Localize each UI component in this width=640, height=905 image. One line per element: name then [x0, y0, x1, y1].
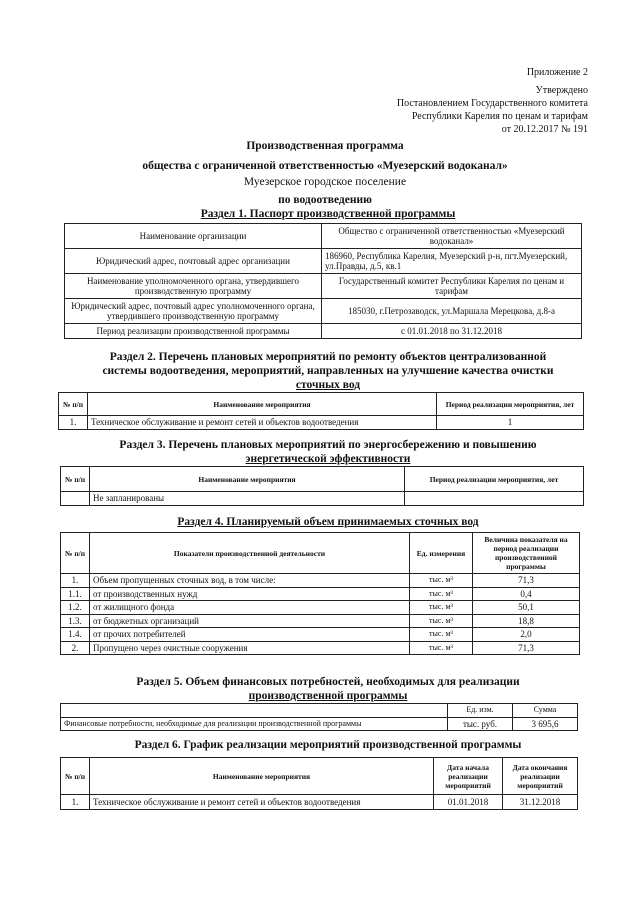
s1-value-0: Общество с ограниченной ответственностью «Муезерский водоканал» [322, 224, 582, 249]
approval-line-1: Постановлением Государственного комитета [396, 98, 588, 109]
table-row [61, 587, 580, 601]
section1-table [64, 223, 582, 339]
s4-row-0-value: 71,3 [473, 574, 580, 588]
table-row [65, 274, 582, 299]
section1-title: Раздел 1. Паспорт производственной программы [200, 208, 456, 220]
s3-row-n [61, 492, 90, 506]
s4-row-0-n: 1. [61, 574, 90, 588]
s4-row-1-name: от производственных нужд [90, 587, 410, 601]
s1-value-4: с 01.01.2018 по 31.12.2018 [322, 324, 582, 339]
s3-row-name: Не запланированы [90, 492, 405, 506]
section3-table [60, 466, 584, 506]
table-row [65, 224, 582, 249]
title-line-2: общества с ограниченной ответственностью «Муезерский водоканал» [142, 160, 508, 172]
table-row [61, 614, 580, 628]
table-row [61, 492, 584, 506]
s4-header-name: Показатели производственной деятельности [90, 533, 410, 574]
s4-row-4-name: от прочих потребителей [90, 628, 410, 642]
table-row [61, 795, 578, 810]
title-line-3: Муезерское городское поселение [243, 176, 407, 188]
s4-header-unit: Ед. измерения [410, 533, 473, 574]
s4-header-n: № п/п [61, 533, 90, 574]
s4-row-0-unit: тыс. м³ [410, 574, 473, 588]
approved-label: Утверждено [535, 85, 588, 96]
section2-table [58, 392, 584, 430]
s5-header-blank [61, 704, 448, 718]
s4-row-1-value: 0,4 [473, 587, 580, 601]
s1-label-0: Наименование организации [65, 224, 322, 249]
table-row [61, 574, 580, 588]
section5-table [60, 703, 578, 731]
s4-row-5-value: 71,3 [473, 641, 580, 655]
s4-row-4-n: 1.4. [61, 628, 90, 642]
section3-title [58, 438, 598, 466]
s1-value-2: Государственный комитет Республики Карелия по ценам и тарифам [322, 274, 582, 299]
approval-line-2: Республики Карелия по ценам и тарифам [411, 111, 588, 122]
s3-row-period [405, 492, 584, 506]
s5-header-unit: Ед. изм. [448, 704, 513, 718]
table-row [61, 717, 578, 731]
approval-line-3: от 20.12.2017 № 191 [501, 124, 588, 135]
section5-title-line-2: производственной программы [248, 690, 408, 702]
s6-row-start: 01.01.2018 [434, 795, 503, 810]
document-title [60, 138, 590, 208]
section2-title [58, 350, 598, 392]
s1-label-2: Наименование уполномоченного органа, утвердившего производственную программу [65, 274, 322, 299]
section2-title-line-2: системы водоотведения, мероприятий, направленных на улучшение качества очистки [102, 365, 554, 377]
appendix-label: Приложение 2 [526, 67, 588, 78]
s5-header-sum: Сумма [513, 704, 578, 718]
s4-row-2-n: 1.2. [61, 601, 90, 615]
s3-header-n: № п/п [61, 467, 90, 492]
approval-block [397, 66, 588, 136]
table-row [65, 249, 582, 274]
s4-row-3-name: от бюджетных организаций [90, 614, 410, 628]
s6-header-end: Дата окончания реализации мероприятий [503, 758, 578, 795]
table-header-row [59, 393, 584, 416]
s2-row-period: 1 [437, 416, 584, 430]
table-row [65, 324, 582, 339]
s1-label-4: Период реализации производственной программы [65, 324, 322, 339]
s5-row-unit: тыс. руб. [448, 717, 513, 731]
section2-title-line-1: Раздел 2. Перечень плановых мероприятий по ремонту объектов централизованной [109, 351, 547, 363]
table-row [65, 299, 582, 324]
s4-row-2-unit: тыс. м³ [410, 601, 473, 615]
s1-value-1: 186960, Республика Карелия, Муезерский р-н, пгт.Муезерский, ул.Правды, д.5, кв.1 [322, 249, 582, 274]
s2-header-period: Период реализации мероприятия, лет [437, 393, 584, 416]
s1-label-3: Юридический адрес, почтовый адрес уполномоченного органа, утвердившего производственную программу [65, 299, 322, 324]
s4-row-4-unit: тыс. м³ [410, 628, 473, 642]
table-header-row [61, 758, 578, 795]
s4-row-1-n: 1.1. [61, 587, 90, 601]
section3-title-line-1: Раздел 3. Перечень плановых мероприятий по энергосбережению и повышению [119, 439, 537, 451]
s3-header-period: Период реализации мероприятия, лет [405, 467, 584, 492]
s4-row-3-unit: тыс. м³ [410, 614, 473, 628]
section6-table [60, 757, 578, 810]
section5-title-line-1: Раздел 5. Объем финансовых потребностей, необходимых для реализации [136, 676, 520, 688]
s1-value-3: 185030, г.Петрозаводск, ул.Маршала Мерецкова, д.8-а [322, 299, 582, 324]
s4-row-0-name: Объем пропущенных сточных вод, в том числе: [90, 574, 410, 588]
s5-row-name: Финансовые потребности, необходимые для реализации производственной программы [61, 717, 448, 731]
s4-row-2-value: 50,1 [473, 601, 580, 615]
section3-title-line-2: энергетической эффективности [245, 453, 411, 465]
s4-row-3-value: 18,8 [473, 614, 580, 628]
s6-header-name: Наименование мероприятия [90, 758, 434, 795]
s4-row-5-name: Пропущено через очистные сооружения [90, 641, 410, 655]
s6-row-n: 1. [61, 795, 90, 810]
title-line-4: по водоотведению [278, 194, 372, 206]
s4-row-2-name: от жилищного фонда [90, 601, 410, 615]
s6-row-name: Техническое обслуживание и ремонт сетей и объектов водоотведения [90, 795, 434, 810]
table-header-row [61, 704, 578, 718]
section6-title: Раздел 6. График реализации мероприятий производственной программы [134, 739, 522, 751]
s4-header-value: Величина показателя на период реализации производственной программы [473, 533, 580, 574]
section4-table [60, 532, 580, 655]
section5-title [58, 675, 598, 703]
s2-row-name: Техническое обслуживание и ремонт сетей и объектов водоотведения [88, 416, 437, 430]
table-header-row [61, 467, 584, 492]
s4-row-3-n: 1.3. [61, 614, 90, 628]
s6-header-n: № п/п [61, 758, 90, 795]
s4-row-5-n: 2. [61, 641, 90, 655]
s4-row-5-unit: тыс. м³ [410, 641, 473, 655]
s5-row-sum: 3 695,6 [513, 717, 578, 731]
table-row [61, 601, 580, 615]
s2-header-n: № п/п [59, 393, 88, 416]
title-line-1: Производственная программа [246, 140, 404, 152]
s6-header-start: Дата начала реализации мероприятий [434, 758, 503, 795]
section2-title-line-3: сточных вод [295, 379, 361, 391]
s6-row-end: 31.12.2018 [503, 795, 578, 810]
table-row [61, 628, 580, 642]
section4-title: Раздел 4. Планируемый объем принимаемых сточных вод [177, 516, 479, 528]
s2-row-n: 1. [59, 416, 88, 430]
s1-label-1: Юридический адрес, почтовый адрес организации [65, 249, 322, 274]
s4-row-4-value: 2,0 [473, 628, 580, 642]
s2-header-name: Наименование мероприятия [88, 393, 437, 416]
table-row [61, 641, 580, 655]
s4-row-1-unit: тыс. м³ [410, 587, 473, 601]
table-row [59, 416, 584, 430]
table-header-row [61, 533, 580, 574]
s3-header-name: Наименование мероприятия [90, 467, 405, 492]
